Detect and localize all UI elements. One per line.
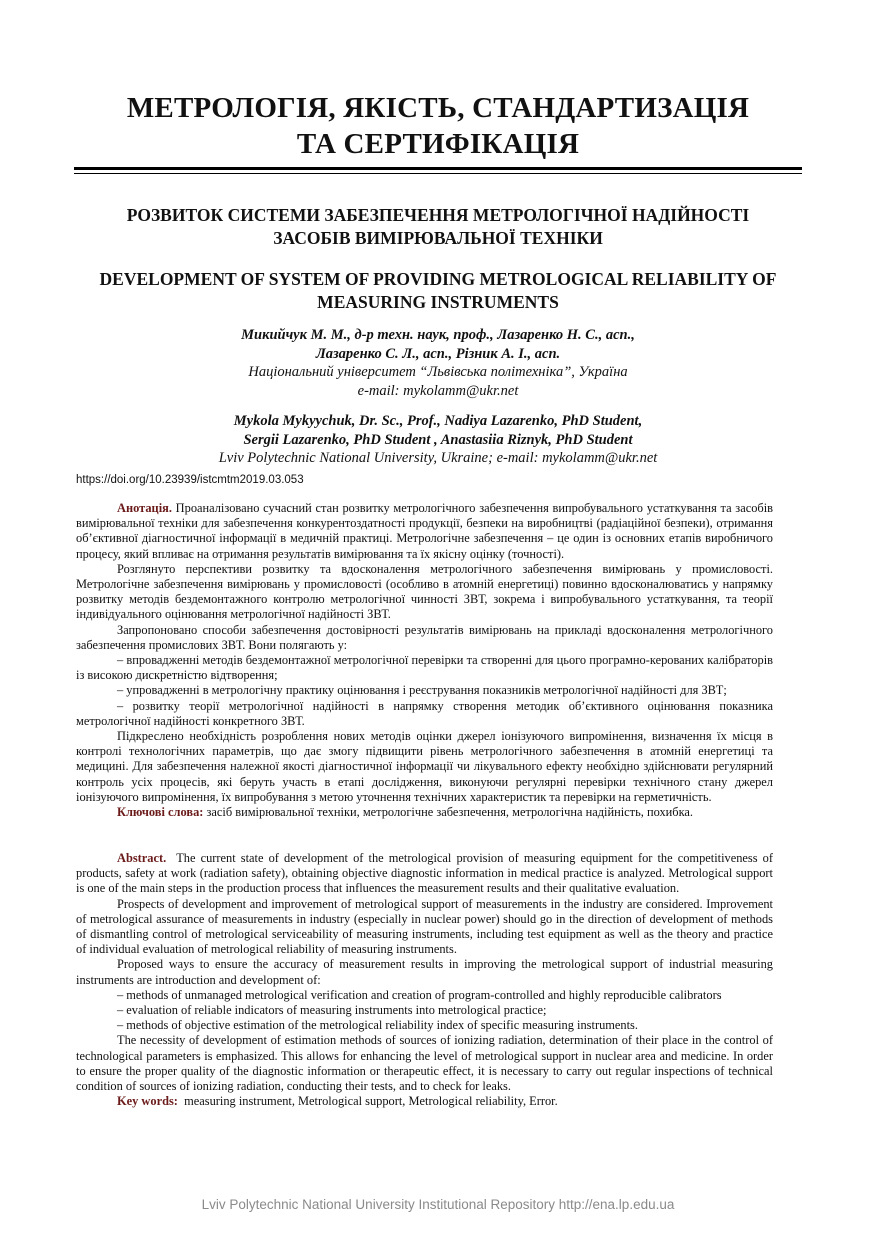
section-title	[60, 90, 816, 162]
abstract-uk-p3: Запропоновано способи забезпечення достовірності результатів вимірювань на прикладі вдосконалення метрологічного забезпечення промислових ЗВТ. Вони полягають у:	[76, 622, 773, 652]
list-item: – evaluation of reliable indicators of measuring instruments into metrological practice;	[117, 1003, 547, 1018]
affiliation-uk: Національний університет “Львівська політехніка”, Україна	[248, 364, 628, 380]
list-item: – впровадженні методів бездемонтажної метрологічної перевірки та створенні для цього програмно-керованих калібраторів із високою дискретністю відтворення;	[76, 653, 773, 683]
article-title-uk-line2: ЗАСОБІВ ВИМІРЮВАЛЬНОЇ ТЕХНІКИ	[273, 228, 603, 248]
abstract-en-p1	[76, 851, 773, 897]
abstract-uk-p2: Розглянуто перспективи розвитку та вдосконалення метрологічного забезпечення вимірювань у промисловості. Метрологічне забезпечення вимірювань у промисловості (особливо в атомній енергетиці) повинно вдосконалюватись у напрямку розвитку методів бездемонтажного контролю метрологічної чинності ЗВТ, зокрема і випробувального устаткування, та теорії індивідуального оцінювання метрологічної надійності ЗВТ.	[76, 561, 773, 622]
keywords-label-uk: Ключові слова:	[117, 805, 204, 820]
abstract-label-en: Abstract.	[117, 851, 167, 865]
abstract-en-p4: The necessity of development of estimation methods of sources of ionizing radiation, determination of their place in the control of technological parameters is emphasized. This allows for enhancing the level of metrological support in nuclear area and medicine. In order to ensure the proper quality of the diagnostic information or therapeutic effect, it is necessary to carry out regular inspections of technical condition of sources of ionizing radiation, conducting their tests, and to check for leaks.	[76, 1033, 773, 1094]
keywords-label-en: Key words:	[117, 1094, 178, 1109]
abstract-en	[76, 851, 773, 1109]
authors-en-line2: Sergii Lazarenko, PhD Student , Anastasiia Riznyk, PhD Student	[243, 431, 633, 448]
article-title-uk	[60, 204, 816, 250]
article-title-en	[60, 268, 816, 314]
keywords-uk-text: засіб вимірювальної техніки, метрологічне забезпечення, метрологічна надійність, похибка.	[206, 805, 694, 820]
doi-link[interactable]: https://doi.org/10.23939/istcmtm2019.03.053	[76, 474, 304, 486]
abstract-label-uk: Анотація.	[117, 501, 172, 515]
section-title-line2: ТА СЕРТИФІКАЦІЯ	[296, 128, 580, 160]
abstract-en-p3: Proposed ways to ensure the accuracy of measurement results in improving the metrological support of industrial measuring instruments are introduction and development of:	[76, 957, 773, 987]
article-title-uk-line1: РОЗВИТОК СИСТЕМИ ЗАБЕЗПЕЧЕННЯ МЕТРОЛОГІЧНОЇ НАДІЙНОСТІ	[126, 205, 750, 225]
list-item: – methods of objective estimation of the metrological reliability index of specific measuring instruments.	[117, 1018, 638, 1033]
repository-footer[interactable]: Lviv Polytechnic National University Institutional Repository http://ena.lp.edu.ua	[201, 1197, 675, 1212]
affiliation-en: Lviv Polytechnic National University, Ukraine; e-mail: mykolamm@ukr.net	[218, 450, 658, 466]
article-title-en-line2: MEASURING INSTRUMENTS	[317, 292, 559, 312]
list-item: – methods of unmanaged metrological verification and creation of program-controlled and highly reproducible calibrators	[117, 987, 722, 1002]
abstract-en-p2: Prospects of development and improvement of metrological support of measurements in the industry are considered. Improvement of metrological assurance of measurements in industry (especially in nuclear power) should go in the direction of development of methods of dismantling control of metrological serviceability of measuring instruments, including test equipment as well as the theory and practice of individual evaluation of metrological reliability of measuring instruments.	[76, 896, 773, 957]
article-title-en-line1: DEVELOPMENT OF SYSTEM OF PROVIDING METROLOGICAL RELIABILITY OF	[99, 269, 777, 289]
abstract-uk-p1	[76, 501, 773, 562]
list-item: – розвитку теорії метрологічної надійності в напрямку створення методик об’єктивного оцінювання показника метрологічної надійності конкретного ЗВТ.	[76, 698, 773, 728]
authors-en	[60, 412, 816, 468]
section-divider-thin	[74, 173, 802, 174]
authors-uk-line2: Лазаренко С. Л., асп., Різник А. І., асп.	[315, 345, 561, 362]
keywords-en-text: measuring instrument, Metrological support, Metrological reliability, Error.	[184, 1094, 558, 1109]
authors-uk-line1: Микийчук М. М., д-р техн. наук, проф., Лазаренко Н. С., асп.,	[241, 327, 635, 343]
abstract-uk-p4: Підкреслено необхідність розроблення нових методів оцінки джерел іонізуючого випромінення, визначення їх місця в контролі технологічних параметрів, що дає змогу підвищити рівень метрологічного забезпечення в атомній енергетиці та медицині. Для забезпечення належної якості діагностичної інформації чи лікувального ефекту необхідно здійснювати регулярний контроль усіх процесів, які беруть участь в етапі дослідження, виконуючи регулярні перевірки технічного стану джерел іонізуючого випромінення, їх випробування з метою уточнення технічних характеристик та перевірки на герметичність.	[76, 729, 773, 804]
email-uk: e-mail: mykolamm@ukr.net	[357, 382, 519, 399]
authors-en-line1: Mykola Mykyychuk, Dr. Sc., Prof., Nadiya Lazarenko, PhD Student,	[233, 413, 643, 429]
abstract-uk-p1-text: Проаналізовано сучасний стан розвитку метрологічного забезпечення випробувального устаткування та засобів вимірювальної техніки для забезпечення конкурентоздатності продукції, безпеки на виробництві (радіаційної безпеки), отримання об’єктивної діагностичної інформації в медичній практиці. Метрологічне забезпечення – це один із основних етапів виробничого процесу, який впливає на отримання результатів вимірювання та їх якісну оцінку (точності).	[76, 501, 773, 561]
abstract-uk	[76, 501, 773, 820]
authors-uk	[60, 326, 816, 400]
section-title-line1: МЕТРОЛОГІЯ, ЯКІСТЬ, СТАНДАРТИЗАЦІЯ	[126, 92, 750, 124]
abstract-en-p1-text: The current state of development of the metrological provision of measuring equipment for the competitiveness of products, safety at work (radiation safety), obtaining objective diagnostic information in medical practice is analyzed. Metrological support is one of the main steps in the production process that influences the measurement results and their qualitative evaluation.	[76, 851, 773, 896]
list-item: – упровадженні в метрологічну практику оцінювання і реєстрування показників метрологічної надійності для ЗВТ;	[117, 683, 727, 698]
section-divider-thick	[74, 167, 802, 170]
keywords-uk	[76, 805, 773, 820]
keywords-en	[76, 1094, 773, 1109]
